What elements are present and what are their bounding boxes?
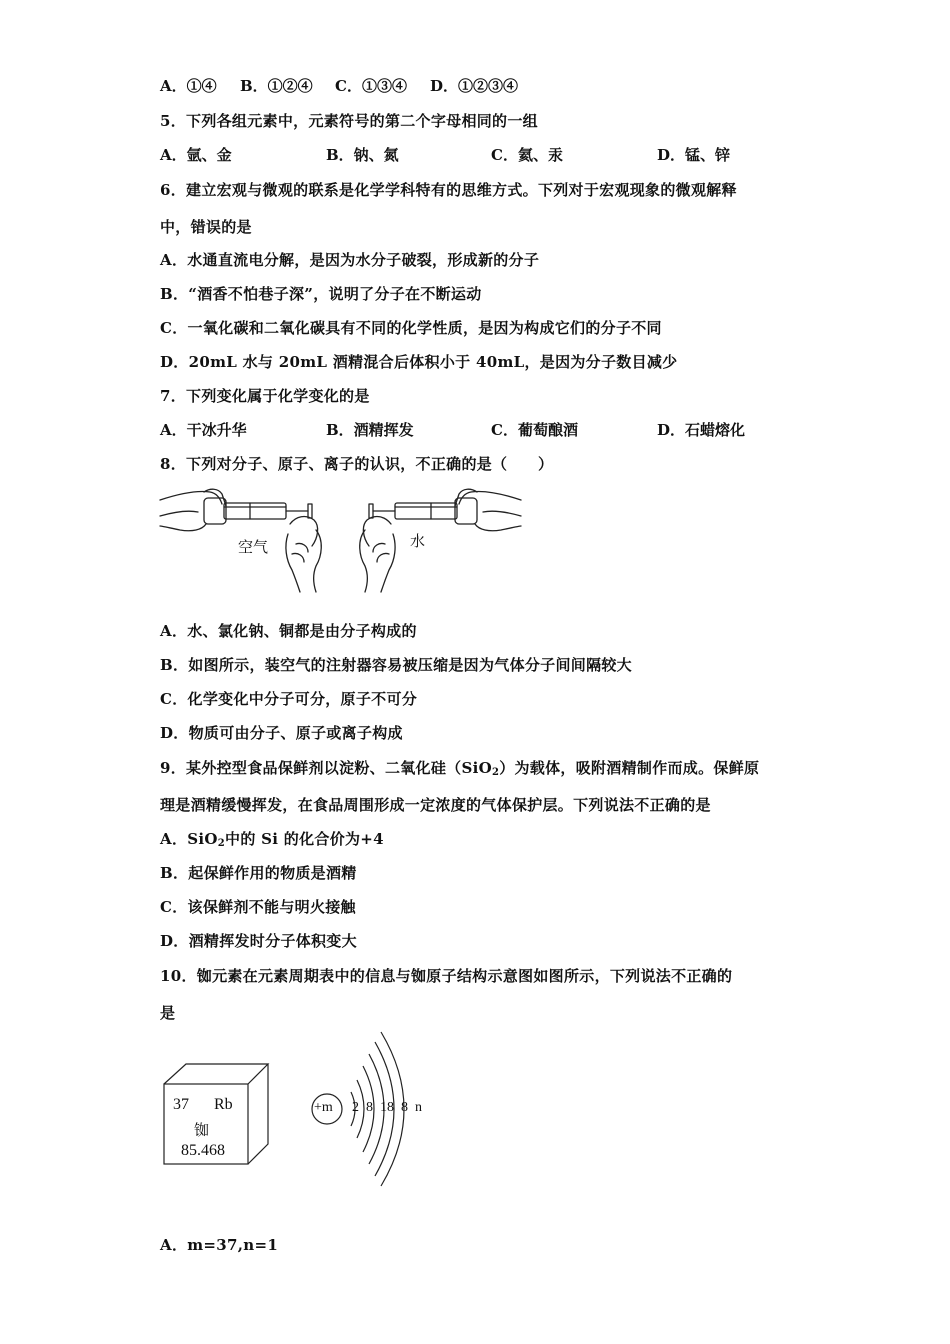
q7-option-b: B．酒精挥发 (326, 421, 414, 439)
q7-option-d: D．石蜡熔化 (657, 421, 746, 439)
q6-option-d: D．20mL 水与 20mL 酒精混合后体积小于 40mL，是因为分子数目减少 (160, 353, 678, 371)
q5-options (160, 145, 800, 165)
element-atomic-mass: 85.468 (181, 1142, 225, 1159)
q5-option-d: D．锰、锌 (657, 146, 731, 164)
q6-option-c: C．一氧化碳和二氧化碳具有不同的化学性质，是因为构成它们的分子不同 (160, 319, 662, 337)
q6-stem-line2: 中，错误的是 (160, 218, 252, 236)
q8-option-a: A．水、氯化钠、铜都是由分子构成的 (160, 622, 417, 640)
q7-option-a: A．干冰升华 (160, 421, 247, 439)
q9-option-a-subscript: 2 (217, 838, 226, 849)
q8-option-c: C．化学变化中分子可分，原子不可分 (160, 690, 418, 708)
shell-2-electrons: 8 (366, 1100, 373, 1115)
element-atomic-number: 37 (173, 1096, 189, 1113)
q9-stem-text-b: ）为载体，吸附酒精制作而成。保鲜原 (499, 759, 760, 777)
q9-option-a (160, 829, 384, 854)
q9-stem-line2: 理是酒精缓慢挥发，在食品周围形成一定浓度的气体保护层。下列说法不正确的是 (160, 796, 711, 814)
q5-option-a: A．氩、金 (160, 146, 232, 164)
element-name: 铷 (194, 1121, 210, 1139)
q10-stem-line2: 是 (160, 1004, 176, 1022)
element-symbol: Rb (214, 1096, 233, 1113)
q8-option-d: D．物质可由分子、原子或离子构成 (160, 724, 403, 742)
q9-option-a-text-a: A．SiO (160, 830, 218, 848)
q4-option-a: A．①④ (160, 77, 217, 95)
syringe-label-air: 空气 (238, 538, 269, 556)
q7-stem: 7．下列变化属于化学变化的是 (160, 387, 370, 405)
q6-stem-line1: 6．建立宏观与微观的联系是化学学科特有的思维方式。下列对于宏观现象的微观解释 (160, 181, 737, 199)
q4-option-d: D．①②③④ (430, 77, 519, 95)
q9-stem-text-a: 9．某外控型食品保鲜剂以淀粉、二氧化硅（SiO (160, 759, 492, 777)
q6-option-a: A．水通直流电分解，是因为水分子破裂，形成新的分子 (160, 251, 540, 269)
q5-option-b: B．钠、氮 (326, 146, 399, 164)
syringe-label-water: 水 (410, 532, 426, 550)
q4-options (160, 76, 800, 96)
q7-options (160, 420, 800, 440)
syringe-illustration (158, 486, 523, 594)
q8-option-b: B．如图所示，装空气的注射器容易被压缩是因为气体分子间间隔较大 (160, 656, 632, 674)
q10-stem-line1: 10．铷元素在元素周期表中的信息与铷原子结构示意图如图所示，下列说法不正确的 (160, 967, 733, 985)
rubidium-element-cell (160, 1062, 270, 1170)
shell-4-electrons: 8 (401, 1100, 408, 1115)
q4-option-c: C．①③④ (335, 77, 407, 95)
q10-option-a: A．m=37,n=1 (160, 1236, 279, 1254)
q9-option-b: B．起保鲜作用的物质是酒精 (160, 864, 357, 882)
q5-option-c: C．氦、汞 (491, 146, 563, 164)
q9-option-a-text-b: 中的 Si 的化合价为+4 (225, 830, 384, 848)
q9-stem-subscript: 2 (491, 767, 500, 778)
nucleus-charge: +m (314, 1100, 333, 1115)
q4-option-b: B．①②④ (240, 77, 313, 95)
shell-3-electrons: 18 (380, 1100, 394, 1115)
shell-5-electrons: n (415, 1100, 422, 1115)
syringe-figure (158, 486, 523, 594)
q9-option-d: D．酒精挥发时分子体积变大 (160, 932, 357, 950)
rubidium-atom-diagram (305, 1030, 440, 1190)
q8-stem: 8．下列对分子、原子、离子的认识，不正确的是（ ） (160, 455, 554, 473)
q9-option-c: C．该保鲜剂不能与明火接触 (160, 898, 356, 916)
q6-option-b: B．“酒香不怕巷子深”，说明了分子在不断运动 (160, 285, 482, 303)
q9-stem-line1 (160, 758, 759, 783)
q5-stem: 5．下列各组元素中，元素符号的第二个字母相同的一组 (160, 112, 538, 130)
q7-option-c: C．葡萄酿酒 (491, 421, 578, 439)
shell-1-electrons: 2 (352, 1100, 359, 1115)
